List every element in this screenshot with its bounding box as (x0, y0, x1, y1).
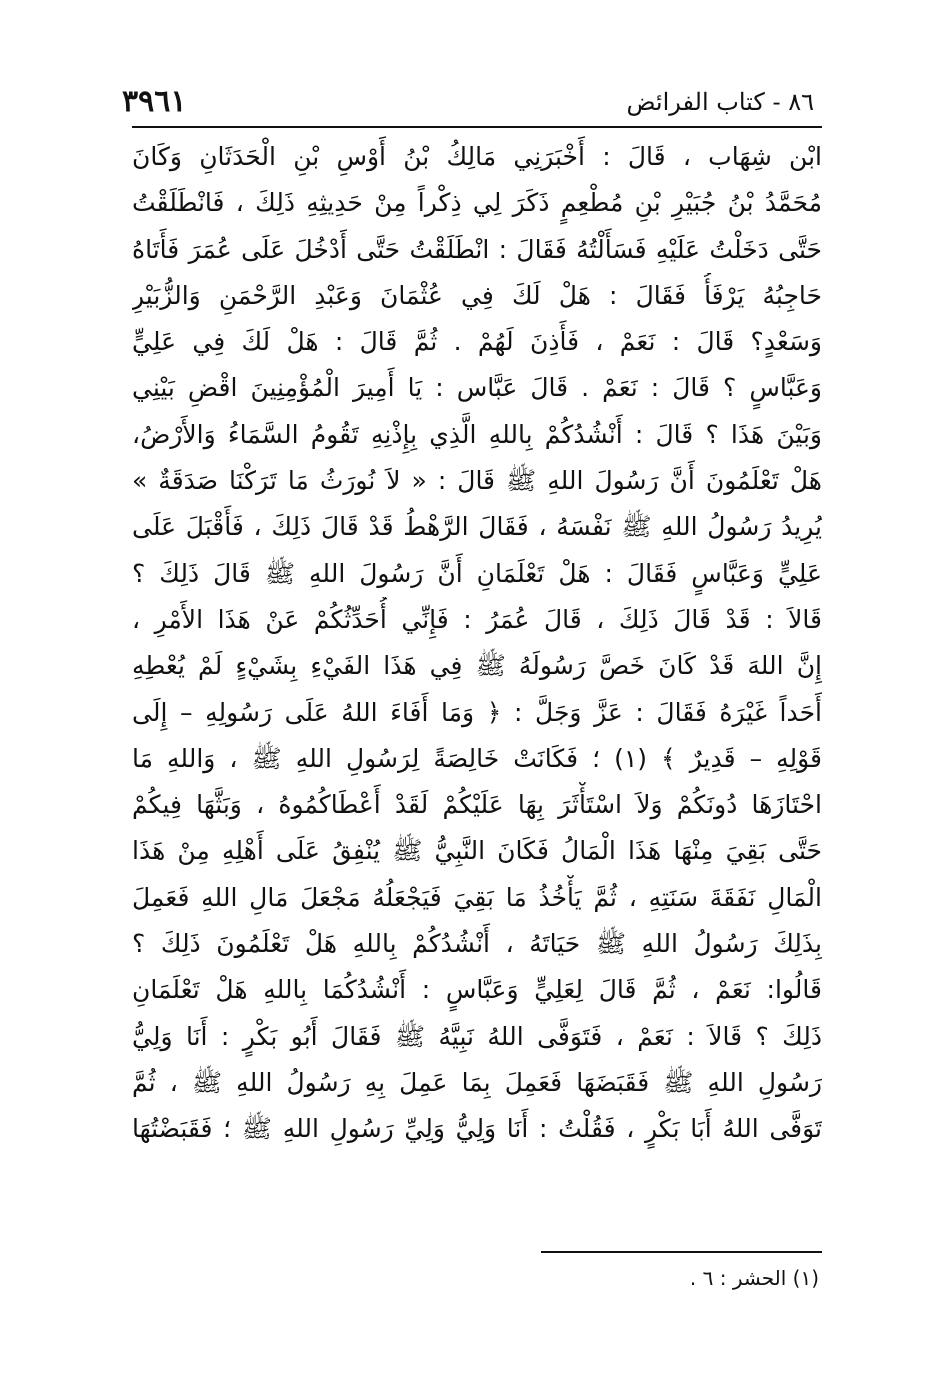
text-line: الْمَالِ نَفَقَةَ سَنَتِهِ ، ثُمَّ يَأْخُذُ مَا بَقِيَ فَيَجْعَلُهُ مَجْعَلَ مَالِ اللهِ فَعَمِلَ (132, 882, 822, 912)
text-line: رَسُولِ اللهِ ﷺ فَقَبَضَهَا فَعَمِلَ بِمَا عَمِلَ بِهِ رَسُولُ اللهِ ﷺ ، ثُمَّ (132, 1067, 822, 1097)
text-line: قَالاَ : قَدْ قَالَ ذَلِكَ ، قَالَ عُمَرُ : فَإِنِّي أُحَدِّثُكُمْ عَنْ هَذَا الأَمْرِ ، (132, 604, 822, 634)
footnote: (١) الحشر : ٦ . (689, 1266, 819, 1290)
page-number: ٣٩٦١ (122, 84, 187, 119)
text-line: يُرِيدُ رَسُولُ اللهِ ﷺ نَفْسَهُ ، فَقَالَ الرَّهْطُ قَدْ قَالَ ذَلِكَ ، فَأَقْبَلَ عَلَى (132, 512, 822, 542)
text-line: عَلِيٍّ وَعَبَّاسٍ فَقَالَ : هَلْ تَعْلَمَانِ أَنَّ رَسُولَ اللهِ ﷺ قَالَ ذَلِكَ ؟ (132, 558, 822, 588)
header-divider (132, 126, 822, 128)
footnote-divider (541, 1251, 822, 1253)
text-line: مُحَمَّدُ بْنُ جُبَيْرِ بْنِ مُطْعِمٍ ذَكَرَ لِي ذِكْراً مِنْ حَدِيثِهِ ذَلِكَ ، فَانْطَلَقْتُ (132, 188, 822, 218)
text-line: قَالُوا: نَعَمْ ، ثُمَّ قَالَ لِعَلِيٍّ وَعَبَّاسٍ : أَنْشُدُكُمَا بِاللهِ هَلْ تَعْلَمَانِ (132, 975, 822, 1005)
chapter-title: ٨٦ - كتاب الفرائض (626, 88, 814, 116)
text-line: ذَلِكَ ؟ قَالاَ : نَعَمْ ، فَتَوَفَّى اللهُ نَبِيَّهُ ﷺ فَقَالَ أَبُو بَكْرٍ : أَنَا وَلِيُّ (132, 1021, 822, 1051)
text-line: حَتَّى بَقِيَ مِنْهَا هَذَا الْمَالُ فَكَانَ النَّبِيُّ ﷺ يُنْفِقُ عَلَى أَهْلِهِ مِنْ هَذَا (132, 836, 822, 866)
text-line: حَتَّى دَخَلْتُ عَلَيْهِ فَسَأَلْتُهُ فَقَالَ : انْطَلَقْتُ حَتَّى أَدْخُلَ عَلَى عُمَرَ فَأَتَاهُ (132, 234, 822, 264)
text-line: حَاجِبُهُ يَرْفَأُ فَقَالَ : هَلْ لَكَ فِي عُثْمَانَ وَعَبْدِ الرَّحْمَنِ وَالزُّبَيْرِ (132, 280, 822, 310)
text-line: أَحَداً غَيْرَهُ فَقَالَ : عَزَّ وَجَلَّ : ﴿ وَمَا أَفَاءَ اللهُ عَلَى رَسُولِهِ – إِلَى (132, 697, 822, 727)
text-line: احْتَازَهَا دُونَكُمْ وَلاَ اسْتَأْثَرَ بِهَا عَلَيْكُمْ لَقَدْ أَعْطَاكُمُوهُ ، وَبَثَّهَا فِيكُمْ (132, 790, 822, 820)
text-line: وَعَبَّاسٍ ؟ قَالَ : نَعَمْ . قَالَ عَبَّاس : يَا أَمِيرَ الْمُؤْمِنِينَ اقْضِ بَيْنِي (132, 373, 822, 403)
text-line: وَبَيْنَ هَذَا ؟ قَالَ : أَنْشُدُكُمْ بِاللهِ الَّذِي بِإِذْنِهِ تَقُومُ السَّمَاءُ وَالأَرْضُ، (132, 419, 822, 449)
text-line: قَوْلِهِ – قَدِيرٌ ﴾ (١) ؛ فَكَانَتْ خَالِصَةً لِرَسُولِ اللهِ ﷺ ، وَاللهِ مَا (132, 743, 822, 773)
text-line: إِنَّ اللهَ قَدْ كَانَ خَصَّ رَسُولَهُ ﷺ فِي هَذَا الفَيْءِ بِشَيْءٍ لَمْ يُعْطِهِ (132, 651, 822, 681)
text-line: وَسَعْدٍ؟ قَالَ : نَعَمْ ، فَأَذِنَ لَهُمْ . ثُمَّ قَالَ : هَلْ لَكَ فِي عَلِيٍّ (132, 327, 822, 357)
text-line: بِذَلِكَ رَسُولُ اللهِ ﷺ حَيَاتَهُ ، أَنْشُدُكُمْ بِاللهِ هَلْ تَعْلَمُونَ ذَلِكَ ؟ (132, 929, 822, 959)
page-header (112, 78, 824, 122)
text-line: هَلْ تَعْلَمُونَ أَنَّ رَسُولَ اللهِ ﷺ قَالَ : « لاَ نُورَثُ مَا تَرَكْنَا صَدَقَةٌ » (132, 466, 822, 496)
hadith-text (132, 134, 822, 1153)
text-line: ابْن شِهَاب ، قَالَ : أَخْبَرَنِي مَالِكُ بْنُ أَوْسِ بْنِ الْحَدَثَانِ وَكَانَ (132, 142, 822, 171)
text-line: تَوَفَّى اللهُ أَبَا بَكْرٍ ، فَقُلْتُ : أَنَا وَلِيُّ وَلِيِّ رَسُولِ اللهِ ﷺ ؛ فَقَبَضْتُهَا (132, 1114, 822, 1144)
